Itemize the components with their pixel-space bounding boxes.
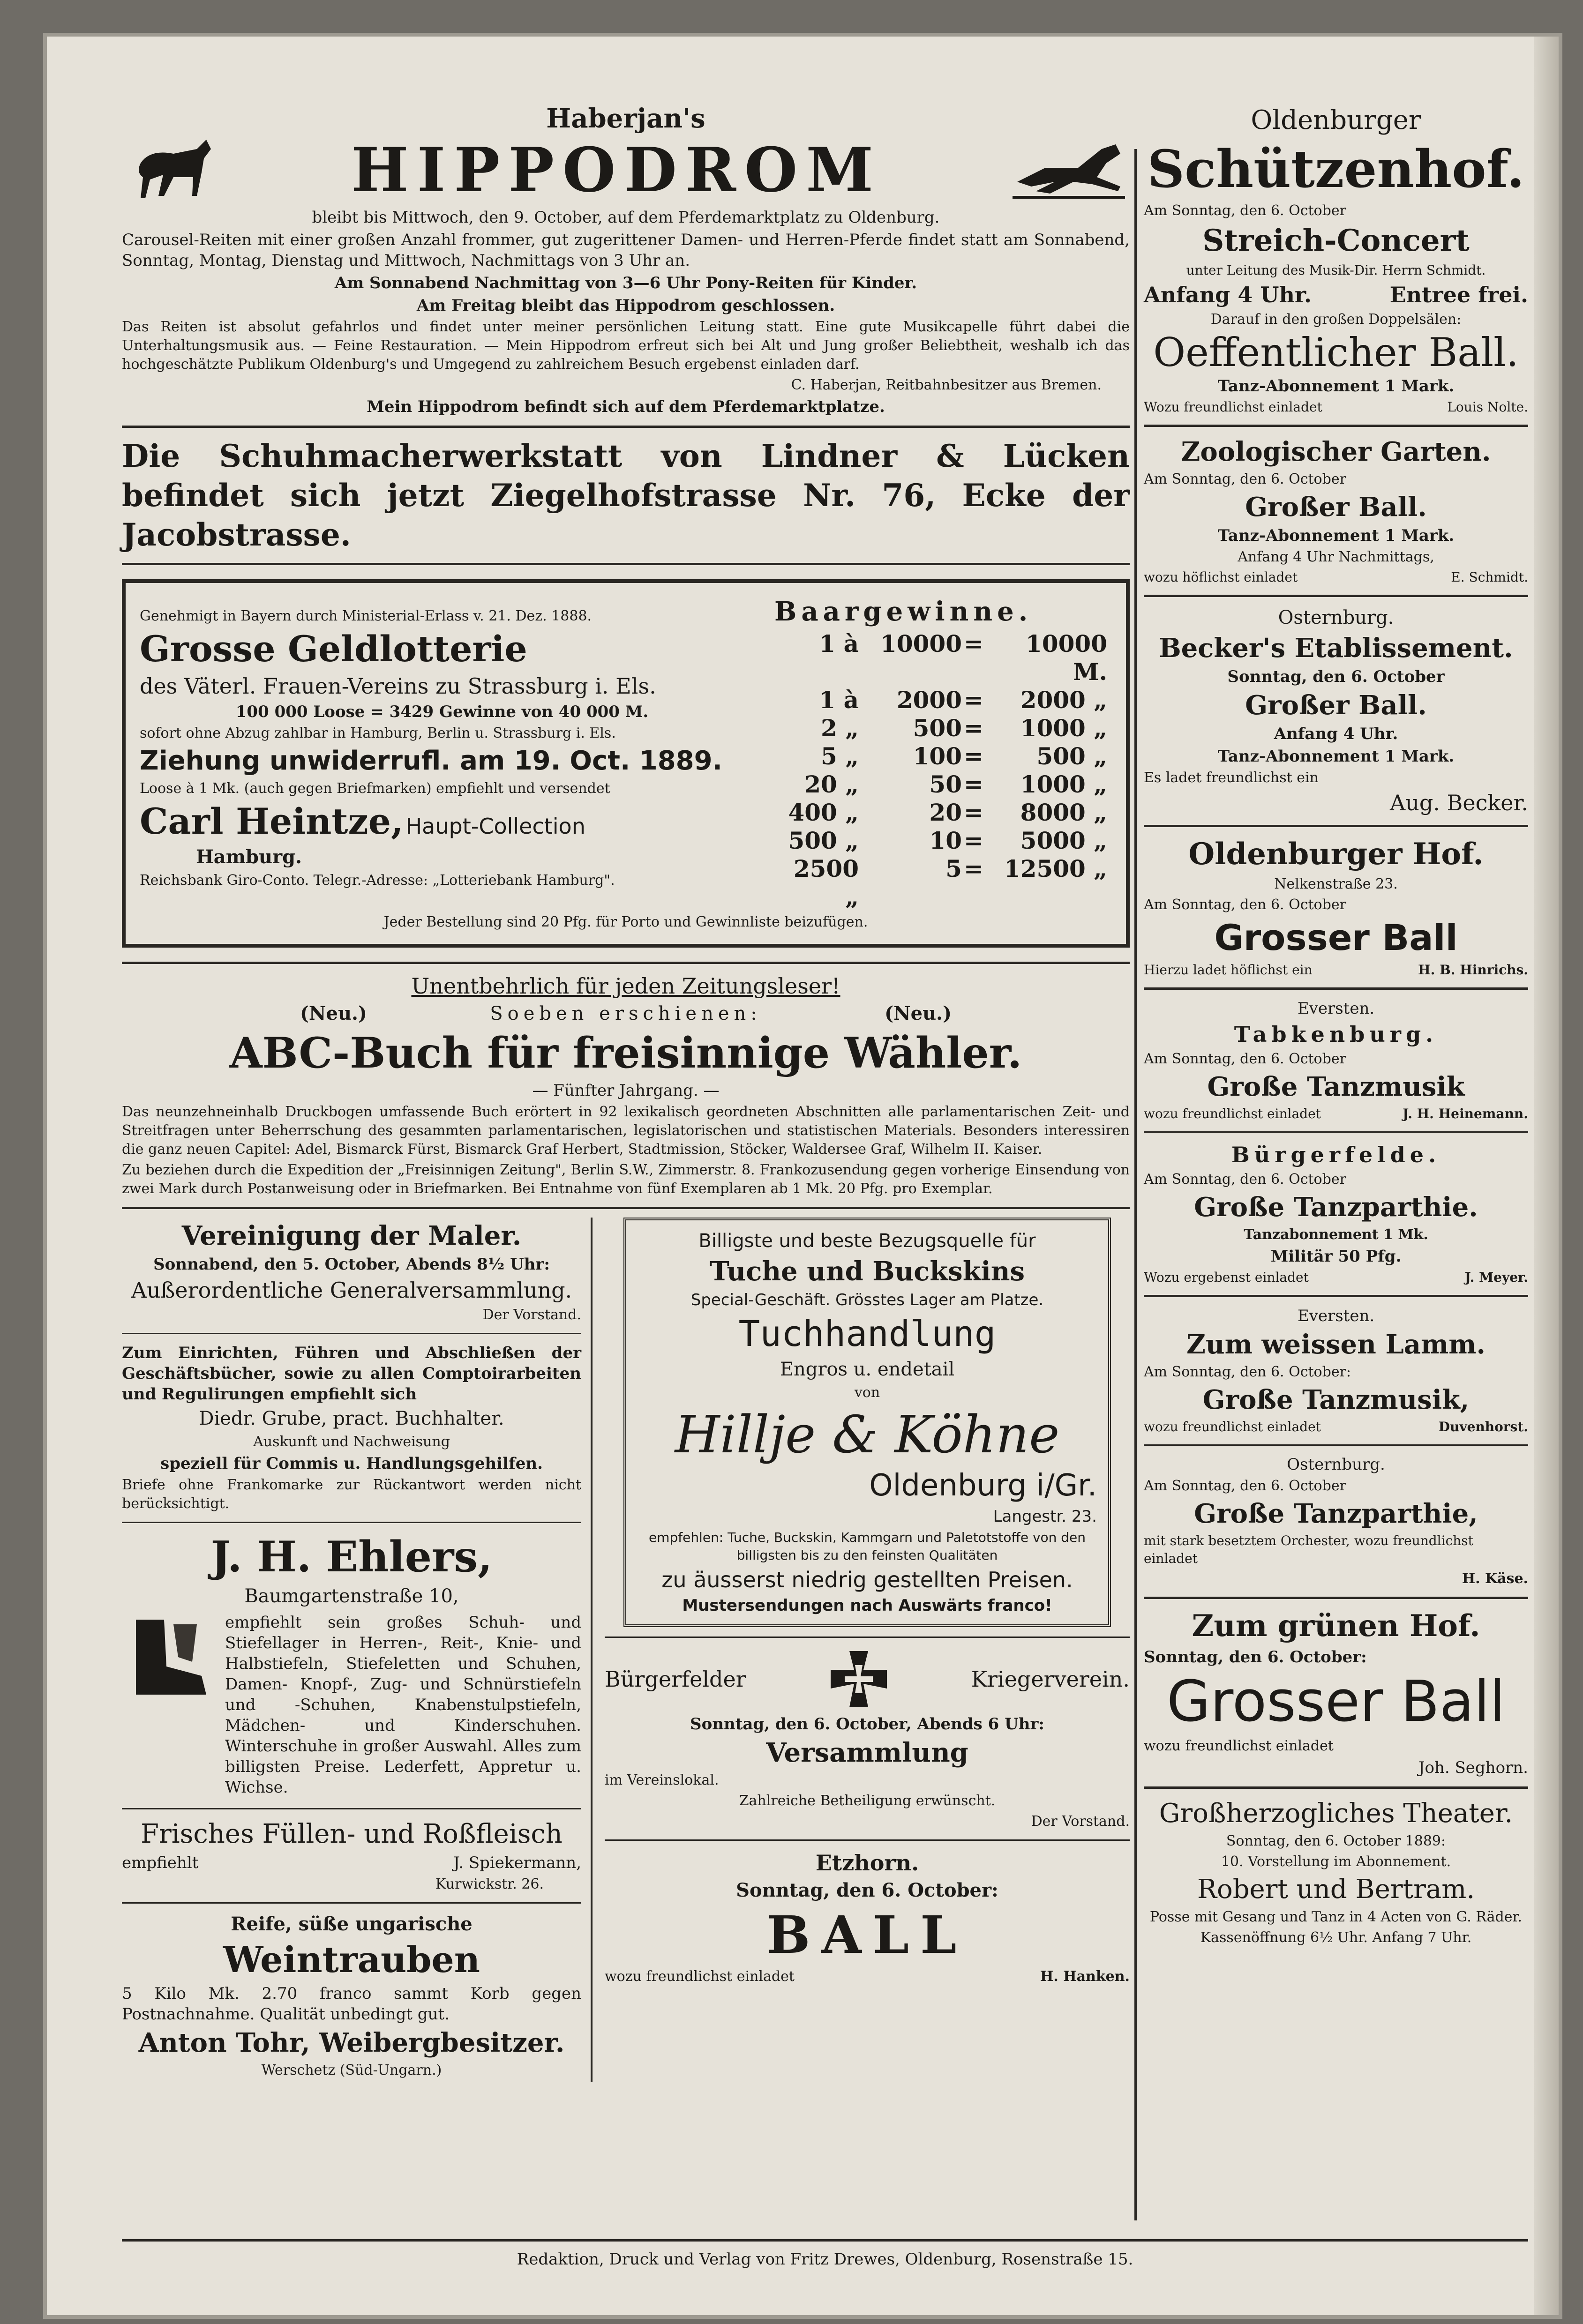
etzhorn-place: Etzhorn. — [815, 1850, 919, 1876]
abc-neu-right: (Neu.) — [885, 1002, 952, 1024]
prize-total: 500 „ — [1036, 742, 1107, 770]
theater-title: Großherzogliches Theater. — [1159, 1798, 1513, 1829]
becker-name: Aug. Becker. — [1390, 790, 1528, 815]
newspaper-page — [47, 37, 1559, 2315]
prize-equals: = — [964, 686, 983, 714]
buergerfelde-title: Bürgerfelde. — [1231, 1142, 1441, 1167]
gruenhof-invite: wozu freundlichst einladet — [1144, 1738, 1334, 1754]
prize-row — [774, 686, 1112, 714]
lotterie-org: des Väterl. Frauen-Vereins zu Strassburg i. Els. — [140, 673, 656, 699]
theater-ad — [1144, 1797, 1528, 1947]
wein-name: Anton Tohr, Weibergbesitzer. — [138, 2027, 565, 2058]
krieger-right: Kriegerverein. — [971, 1666, 1130, 1692]
lotterie-preis: Loose à 1 Mk. (auch gegen Briefmarken) empfiehlt und versendet — [140, 780, 610, 797]
boot-icon — [122, 1610, 216, 1704]
abc-text2: Zu beziehen durch die Expedition der „Freisinnigen Zeitung", Berlin S.W., Zimmerstr. 8. Frankozusendung gegen vorherige Einsendung von zwei Mark durch Postanweisung oder in Briefmarken. Bei Entnahme von fünf Exemplaren ab 1 Mk. 20 Pfg. pro Exemplar. — [122, 1162, 1130, 1197]
prize-row — [774, 742, 1112, 770]
tuch-muster: Mustersendungen nach Auswärts franco! — [682, 1596, 1052, 1615]
schuetzenhof-abo: Tanz-Abonnement 1 Mark. — [1217, 377, 1455, 396]
abc-neu-left: (Neu.) — [300, 1002, 367, 1024]
hippodrom-line1: bleibt bis Mittwoch, den 9. October, auf dem Pferdemarktplatz zu Oldenburg. — [312, 208, 940, 227]
fleisch-empf: empfiehlt — [122, 1853, 199, 1872]
prize-equals: = — [964, 827, 983, 854]
tuch-von: von — [854, 1384, 880, 1401]
prize-table — [774, 630, 1112, 911]
prize-value: 100 — [913, 742, 962, 770]
prize-equals: = — [964, 714, 983, 742]
lower-left-area — [122, 1218, 1130, 2082]
tuch-top: Billigste und beste Bezugsquelle für — [698, 1230, 1036, 1252]
osternburg2-place: Osternburg. — [1287, 1455, 1385, 1474]
becker-date: Sonntag, den 6. October — [1227, 667, 1445, 686]
prize-equals: = — [964, 630, 983, 658]
schuetzenhof-entree: Entree frei. — [1389, 282, 1528, 307]
schuetzenhof-top: Oldenburger — [1251, 105, 1421, 135]
schuetzenhof-darauf: Darauf in den großen Doppelsälen: — [1210, 311, 1462, 328]
tabken-date: Am Sonntag, den 6. October — [1144, 1051, 1346, 1067]
becker-anfang: Anfang 4 Uhr. — [1274, 725, 1398, 743]
ehlers-title: J. H. Ehlers, — [210, 1532, 493, 1582]
schuetzenhof-name: Louis Nolte. — [1447, 399, 1528, 415]
prize-row — [774, 827, 1112, 855]
tabken-event: Große Tanzmusik — [1207, 1071, 1465, 1102]
becker-invite: Es ladet freundlichst ein — [1144, 770, 1319, 786]
prize-value: 10000 — [880, 630, 962, 658]
fleisch-name: J. Spiekermann, — [453, 1853, 581, 1872]
lamm-date: Am Sonntag, den 6. October: — [1144, 1364, 1351, 1380]
abc-title: ABC-Buch für freisinnige Wähler. — [229, 1028, 1022, 1078]
buergerfelde-mil: Militär 50 Pfg. — [1270, 1247, 1402, 1266]
column-rule — [1134, 149, 1137, 2220]
prize-row — [774, 714, 1112, 742]
theater-play: Robert und Bertram. — [1197, 1874, 1475, 1905]
lotterie-city: Hamburg. — [196, 846, 302, 868]
prize-value: 2000 — [896, 686, 962, 714]
prize-equals: = — [964, 855, 983, 882]
prize-equals: = — [964, 770, 983, 798]
imprint-footer — [122, 2239, 1528, 2272]
zoo-ad — [1144, 435, 1528, 586]
schuetzenhof-ball: Oeffentlicher Ball. — [1153, 329, 1519, 375]
osternburg2-name: H. Käse. — [1462, 1570, 1528, 1587]
galloping-horse-icon — [1008, 135, 1130, 205]
prize-value: 20 — [929, 799, 962, 826]
etzhorn-invite: wozu freundlichst einladet — [605, 1968, 795, 1985]
oldhof-title: Oldenburger Hof. — [1188, 837, 1484, 872]
tuch-special: Special-Geschäft. Grösstes Lager am Platze. — [690, 1291, 1044, 1309]
krieger-sign: Der Vorstand. — [1031, 1813, 1130, 1830]
sub-column-a — [122, 1218, 593, 2082]
prize-total: 8000 „ — [1020, 799, 1107, 826]
hippodrom-footer: Mein Hippodrom befindt sich auf dem Pferdemarktplatze. — [367, 397, 885, 416]
oldhof-date: Am Sonntag, den 6. October — [1144, 897, 1346, 913]
tuch-engros: Engros u. endetail — [780, 1359, 955, 1380]
oldhof-addr: Nelkenstraße 23. — [1274, 876, 1398, 892]
lamm-event: Große Tanzmusik, — [1202, 1384, 1470, 1415]
wein-title: Weintrauben — [223, 1939, 480, 1980]
krieger-ad — [605, 1646, 1130, 1831]
right-column — [1144, 102, 1528, 1949]
prize-value: 10 — [929, 827, 962, 854]
tabken-ad — [1144, 998, 1528, 1123]
lotterie-firm-sub: Haupt-Collection — [405, 814, 585, 839]
tabken-invite: wozu freundlichst einladet — [1144, 1106, 1321, 1121]
krieger-note: Zahlreiche Betheiligung erwünscht. — [739, 1793, 996, 1809]
buergerfelde-invite: Wozu ergebenst einladet — [1144, 1270, 1309, 1285]
maler-event: Außerordentliche Generalversammlung. — [131, 1278, 572, 1303]
hippodrom-line4: Am Freitag bleibt das Hippodrom geschlossen. — [416, 296, 835, 315]
maler-sign: Der Vorstand. — [482, 1307, 581, 1323]
buergerfelde-ad — [1144, 1141, 1528, 1286]
krieger-date: Sonntag, den 6. October, Abends 6 Uhr: — [690, 1715, 1044, 1734]
prize-equals: = — [964, 742, 983, 770]
lamm-invite: wozu freundlichst einladet — [1144, 1419, 1321, 1435]
maler-date: Sonnabend, den 5. October, Abends 8½ Uhr: — [153, 1255, 550, 1274]
schuhmacher-ad — [122, 436, 1130, 554]
becker-ad — [1144, 605, 1528, 816]
schuetzenhof-anfang: Anfang 4 Uhr. — [1144, 282, 1312, 307]
fleisch-title: Frisches Füllen- und Roßfleisch — [141, 1819, 563, 1849]
wein-text: 5 Kilo Mk. 2.70 franco sammt Korb gegen Postnachnahme. Qualität unbedingt gut. — [122, 1984, 581, 2024]
prize-count: 1 à — [819, 686, 859, 714]
zoo-date: Am Sonntag, den 6. October — [1144, 471, 1346, 487]
schuetzenhof-title: Schützenhof. — [1147, 139, 1525, 199]
page-edge — [1534, 37, 1559, 2315]
gruenhof-date: Sonntag, den 6. October: — [1144, 1648, 1367, 1666]
lamm-title: Zum weissen Lamm. — [1186, 1329, 1485, 1360]
tabken-place: Eversten. — [1297, 999, 1375, 1018]
sub-column-b — [605, 1218, 1130, 1986]
zoo-title: Zoologischer Garten. — [1181, 436, 1491, 467]
becker-event: Großer Ball. — [1245, 690, 1427, 721]
buergerfelde-date: Am Sonntag, den 6. October — [1144, 1171, 1346, 1188]
prize-total: 1000 „ — [1020, 770, 1107, 798]
krieger-place: im Vereinslokal. — [605, 1772, 719, 1788]
prize-total: 2000 „ — [1020, 686, 1107, 714]
maler-title: Vereinigung der Maler. — [181, 1220, 522, 1251]
prize-row — [774, 855, 1112, 911]
zoo-event: Großer Ball. — [1245, 492, 1427, 523]
gruenhof-event: Grosser Ball — [1167, 1669, 1505, 1734]
gruenhof-ad — [1144, 1607, 1528, 1778]
maler-ad — [122, 1219, 581, 1324]
lotterie-title: Grosse Geldlotterie — [140, 628, 527, 670]
wein-ad — [122, 1912, 581, 2080]
grube-note: Briefe ohne Frankomarke zur Rückantwort werden nicht berücksichtigt. — [122, 1477, 581, 1512]
prize-row — [774, 630, 1112, 686]
zoo-abo: Tanz-Abonnement 1 Mark. — [1217, 526, 1455, 545]
buergerfelde-abo: Tanzabonnement 1 Mk. — [1244, 1226, 1428, 1243]
tuch-handlung: Tuchhandlung — [738, 1313, 996, 1354]
wein-top: Reife, süße ungarische — [231, 1913, 473, 1935]
abc-buch-ad — [122, 972, 1130, 1198]
zoo-invite: wozu höflichst einladet — [1144, 569, 1298, 585]
grube-info: Auskunft und Nachweisung — [253, 1434, 450, 1450]
becker-place: Osternburg. — [1278, 607, 1394, 628]
lotterie-ad — [122, 579, 1130, 948]
abc-top: Unentbehrlich für jeden Zeitungsleser! — [411, 973, 840, 999]
prize-row — [774, 770, 1112, 799]
prize-count: 5 „ — [821, 742, 859, 770]
buergerfelde-event: Große Tanzparthie. — [1194, 1192, 1478, 1223]
theater-times: Kassenöffnung 6½ Uhr. Anfang 7 Uhr. — [1200, 1929, 1472, 1946]
schuetzenhof-date: Am Sonntag, den 6. October — [1144, 202, 1346, 219]
lamm-name: Duvenhorst. — [1438, 1419, 1528, 1435]
oldhof-invite: Hierzu ladet höflichst ein — [1144, 962, 1313, 978]
becker-abo: Tanz-Abonnement 1 Mark. — [1217, 747, 1455, 766]
tuch-preise: zu äusserst niedrig gestellten Preisen. — [661, 1567, 1073, 1592]
krieger-left: Bürgerfelder — [605, 1666, 746, 1692]
imprint-text: Redaktion, Druck und Verlag von Fritz Drewes, Oldenburg, Rosenstraße 15. — [517, 2250, 1133, 2269]
buergerfelde-name: J. Meyer. — [1464, 1270, 1528, 1285]
prize-count: 1 à — [819, 630, 859, 658]
becker-title: Becker's Etablissement. — [1159, 633, 1513, 664]
zoo-anfang: Anfang 4 Uhr Nachmittags, — [1238, 549, 1434, 565]
etzhorn-event: BALL — [766, 1905, 968, 1965]
prize-total: 10000 M. — [1026, 630, 1107, 686]
gruenhof-title: Zum grünen Hof. — [1192, 1608, 1480, 1644]
hippodrom-ad — [122, 102, 1130, 417]
iron-cross-icon — [826, 1646, 892, 1712]
lotterie-baar: Baargewinne. — [774, 596, 1033, 627]
abc-jahrgang: — Fünfter Jahrgang. — — [532, 1081, 720, 1100]
prize-count: 2 „ — [821, 714, 859, 742]
osternburg2-ad — [1144, 1454, 1528, 1588]
ehlers-ad — [122, 1532, 581, 1800]
hippodrom-pre-title: Haberjan's — [546, 103, 705, 134]
lamm-place: Eversten. — [1297, 1307, 1375, 1325]
ehlers-text: empfiehlt sein großes Schuh- und Stiefellager in Herren-, Reit-, Knie- und Halbstiefeln, Stiefeletten und Schuhen, Damen- Knopf-, Zug- und Schnürstiefeln und -Schuhen, Knabenstulpstiefeln, Mädchen- und Kinderschuhen. Winterschuhe in großer Auswahl. Alles zum billigsten Preise. Lederfett, Appretur u. Wichse. — [225, 1613, 581, 1797]
left-column — [122, 102, 1130, 2082]
theater-desc: Posse mit Gesang und Tanz in 4 Acten von G. Räder. — [1149, 1909, 1523, 1925]
tuch-goods: Tuche und Buckskins — [709, 1256, 1025, 1287]
prize-count: 2500 „ — [793, 855, 859, 911]
grube-name: Diedr. Grube, pract. Buchhalter. — [199, 1408, 504, 1429]
osternburg2-date: Am Sonntag, den 6. October — [1144, 1478, 1346, 1494]
oldhof-name: H. B. Hinrichs. — [1418, 962, 1528, 978]
prize-count: 500 „ — [788, 827, 859, 854]
lotterie-loose: 100 000 Loose = 3429 Gewinne von 40 000 M. — [235, 702, 649, 721]
tuch-street: Langestr. 23. — [993, 1507, 1097, 1526]
prize-total: 5000 „ — [1020, 827, 1107, 854]
lotterie-sofort: sofort ohne Abzug zahlbar in Hamburg, Berlin u. Strassburg i. Els. — [140, 725, 616, 741]
lotterie-ziehung: Ziehung unwiderrufl. am 19. Oct. 1889. — [140, 746, 722, 776]
grube-text: Zum Einrichten, Führen und Abschließen der Geschäftsbücher, sowie zu allen Comptoirarbeiten und Regulirungen empfiehlt sich — [122, 1344, 581, 1404]
horse-icon — [122, 135, 225, 205]
schuhmacher-text: Die Schuhmacherwerkstatt von Lindner & Lücken befindet sich jetzt Ziegelhofstrasse Nr. 76, Ecke der Jacobstrasse. — [122, 438, 1130, 553]
prize-count: 400 „ — [788, 799, 859, 826]
tuch-empf: empfehlen: Tuche, Buckskin, Kammgarn und Paletotstoffe von den billigsten bis zu den feinsten Qualitäten — [648, 1530, 1086, 1563]
fleisch-ad — [122, 1818, 581, 1894]
abc-soeben: Soeben erschienen: — [490, 1003, 762, 1024]
osternburg2-text: mit stark besetztem Orchester, wozu freundlichst einladet — [1144, 1533, 1473, 1566]
etzhorn-name: H. Hanken. — [1040, 1968, 1130, 1985]
tuch-ad — [623, 1218, 1111, 1627]
hippodrom-line5: Das Reiten ist absolut gefahrlos und findet unter meiner persönlichen Leitung statt. Eine gute Musikcapelle führt dabei die Unterhaltungsmusik aus. — Feine Restauration. — Mein Hippodrom erfreut sich bei Alt und Jung großer Beliebtheit, weshalb ich das hochgeschätzte Publikum Oldenburg's und Umgegend zu zahlreichem Besuch ergebenst einladen darf. — [122, 319, 1130, 373]
prize-row — [774, 799, 1112, 827]
ehlers-address: Baumgartenstraße 10, — [244, 1585, 459, 1607]
lotterie-firm: Carl Heintze, — [140, 800, 404, 842]
theater-vorst: 10. Vorstellung im Abonnement. — [1221, 1853, 1451, 1870]
osternburg2-event: Große Tanzparthie, — [1194, 1498, 1478, 1529]
tuch-city: Oldenburg i/Gr. — [869, 1468, 1097, 1503]
hippodrom-title: HIPPODROM — [351, 134, 882, 206]
hippodrom-line3: Am Sonnabend Nachmittag von 3—6 Uhr Pony-Reiten für Kinder. — [334, 274, 917, 292]
lamm-ad — [1144, 1306, 1528, 1436]
prize-total: 1000 „ — [1020, 714, 1107, 742]
tabken-name: J. H. Heinemann. — [1403, 1106, 1528, 1121]
etzhorn-ad — [605, 1849, 1130, 1986]
tuch-firm: Hillje & Köhne — [675, 1405, 1060, 1465]
oldhof-event: Grosser Ball — [1214, 917, 1458, 958]
gruenhof-name: Joh. Seghorn. — [1418, 1758, 1528, 1777]
schuetzenhof-event: Streich-Concert — [1202, 223, 1470, 258]
hippodrom-signature: C. Haberjan, Reitbahnbesitzer aus Bremen. — [791, 377, 1102, 393]
lotterie-bank: Reichsbank Giro-Conto. Telegr.-Adresse: „Lotteriebank Hamburg". — [140, 872, 615, 889]
krieger-event: Versammlung — [766, 1737, 968, 1768]
lotterie-approval: Genehmigt in Bayern durch Ministerial-Erlass v. 21. Dez. 1888. — [140, 608, 592, 624]
prize-total: 12500 „ — [1004, 855, 1107, 882]
etzhorn-date: Sonntag, den 6. October: — [736, 1879, 998, 1901]
prize-equals: = — [964, 799, 983, 826]
grube-ad — [122, 1343, 581, 1513]
schuetzenhof-lead: unter Leitung des Musik-Dir. Herrn Schmidt. — [1186, 262, 1486, 278]
prize-value: 5 — [945, 855, 962, 882]
schuetzenhof-ad — [1144, 104, 1528, 416]
theater-date: Sonntag, den 6. October 1889: — [1226, 1833, 1446, 1849]
schuetzenhof-invite: Wozu freundlichst einladet — [1144, 399, 1322, 415]
oldhof-ad — [1144, 836, 1528, 979]
lotterie-footer: Jeder Bestellung sind 20 Pfg. für Porto und Gewinnliste beizufügen. — [383, 914, 868, 930]
prize-value: 50 — [929, 770, 962, 798]
prize-count: 20 „ — [804, 770, 859, 798]
wein-place: Werschetz (Süd-Ungarn.) — [261, 2062, 442, 2078]
abc-text1: Das neunzehneinhalb Druckbogen umfassende Buch erörtert in 92 lexikalisch geordneten Abschnitten alle parlamentarischen Zeit- und Streitfragen unter Beherrschung des gesammten parlamentarischen, legislatorischen und statistischen Materials. Besonders interessiren die ganz neuen Capitel: Adel, Bismarck Fürst, Bismarck Graf Herbert, Stadtmission, Stöcker, Waldersee Graf, Wilhelm II. Kaiser. — [122, 1104, 1130, 1158]
grube-info2: speziell für Commis u. Handlungsgehilfen. — [160, 1454, 543, 1473]
prize-value: 500 — [913, 714, 962, 742]
tabken-title: Tabkenburg. — [1234, 1022, 1438, 1047]
zoo-name: E. Schmidt. — [1451, 569, 1528, 585]
fleisch-addr: Kurwickstr. 26. — [435, 1876, 544, 1892]
hippodrom-line2: Carousel-Reiten mit einer großen Anzahl frommer, gut zugerittener Damen- und Herren-Pferde findet statt am Sonnabend, Sonntag, Montag, Dienstag und Mittwoch, Nachmittags von 3 Uhr an. — [122, 231, 1130, 270]
